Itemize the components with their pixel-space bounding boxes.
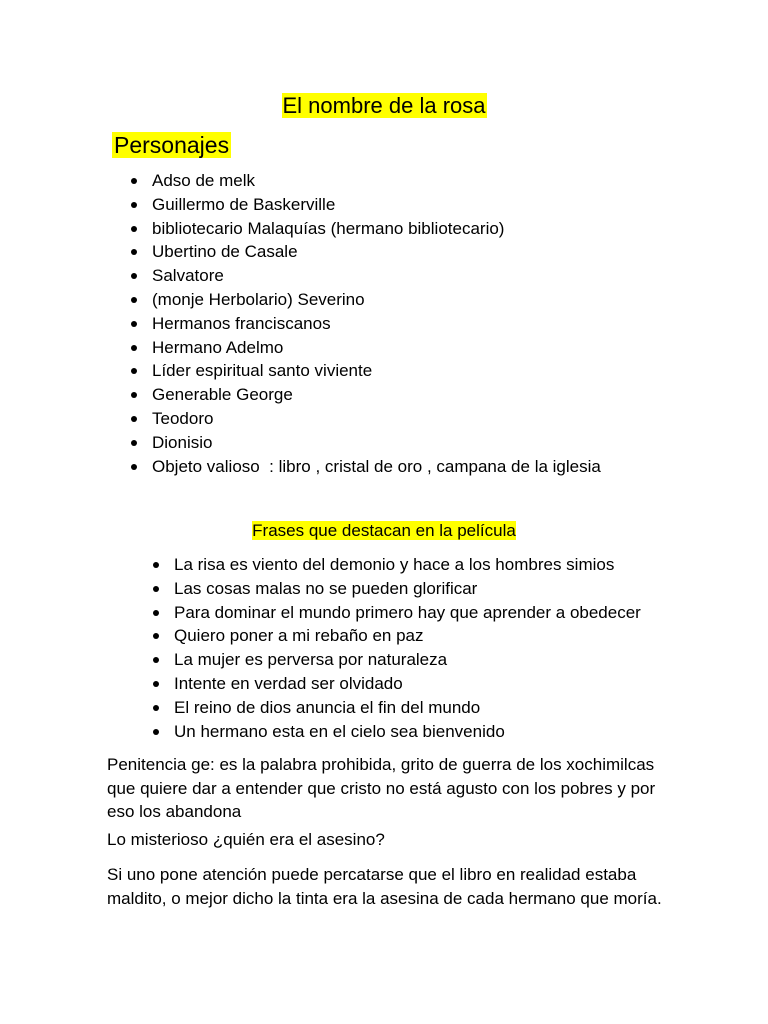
quotes-heading-text: Frases que destacan en la película [252,521,516,540]
list-item [152,240,601,264]
paragraph-misterio: Lo misterioso ¿quién era el asesino? [107,830,385,849]
bullet-icon [131,440,137,446]
list-item [152,455,601,479]
paragraph-libro-maldito: Si uno pone atención puede percatarse que el libro en realidad estaba maldito, o mejor dicho la tinta era la asesina de cada hermano que moría. [107,865,662,908]
list-item [174,577,641,601]
list-item-text: bibliotecario Malaquías (hermano bibliotecario) [152,218,505,238]
list-item [174,601,641,625]
bullet-icon [153,657,159,663]
bullet-icon [131,416,137,422]
list-item-text: Adso de melk [152,171,255,190]
list-item [174,553,641,577]
list-item [174,696,641,720]
bullet-icon [131,273,137,279]
list-item-text: Objeto valioso : libro , cristal de oro , campana de la iglesia [152,456,601,476]
list-item-text: Líder espiritual santo viviente [152,361,373,381]
bullet-icon [131,297,137,303]
list-item-text: Para dominar el mundo primero hay que aprender a obedecer [174,602,641,622]
quotes-heading [0,519,768,543]
list-item-text: Intente en verdad ser olvidado [174,673,403,693]
bullet-icon [131,226,137,232]
list-item-text: Las cosas malas no se pueden glorificar [174,578,478,598]
list-item-text: Quiero poner a mi rebaño en paz [174,626,424,646]
bullet-icon [153,681,159,687]
list-item-text: Guillermo de Baskerville [152,194,336,214]
list-item-text: La risa es viento del demonio y hace a los hombres simios [174,555,615,574]
list-item [174,648,641,672]
list-item [152,359,601,383]
list-item-text: (monje Herbolario) Severino [152,289,365,309]
characters-list [152,169,601,478]
list-item [152,312,601,336]
bullet-icon [131,249,137,255]
list-item-text: Dionisio [152,432,213,452]
list-item [152,193,601,217]
list-item-text: Teodoro [152,408,214,428]
characters-heading [112,130,231,160]
list-item [152,169,601,193]
bullet-icon [153,729,159,735]
bullet-icon [153,562,159,568]
list-item [174,624,641,648]
list-item-text: Un hermano esta en el cielo sea bienvenido [174,721,505,741]
list-item [152,383,601,407]
list-item-text: Hermano Adelmo [152,337,284,357]
list-item-text: Hermanos franciscanos [152,313,331,333]
paragraph-penitencia: Penitencia ge: es la palabra prohibida, grito de guerra de los xochimilcas que quiere dar a entender que cristo no está agusto con los pobres y por eso los abandona [107,755,656,821]
list-item [152,431,601,455]
list-item [152,264,601,288]
bullet-icon [131,178,137,184]
list-item [174,672,641,696]
list-item [152,336,601,360]
list-item-text: Salvatore [152,266,224,286]
bullet-icon [153,705,159,711]
bullet-icon [153,586,159,592]
bullet-icon [131,345,137,351]
bullet-icon [131,368,137,374]
characters-heading-text: Personajes [114,132,230,158]
list-item-text: Generable George [152,385,293,405]
quotes-list [174,553,641,743]
bullet-icon [153,633,159,639]
bullet-icon [153,610,159,616]
list-item [152,217,601,241]
document-title [0,92,768,120]
list-item [174,720,641,744]
bullet-icon [131,321,137,327]
bullet-icon [131,202,137,208]
document-title-text: El nombre de la rosa [282,93,486,118]
list-item [152,288,601,312]
list-item-text: La mujer es perversa por naturaleza [174,650,448,670]
bullet-icon [131,392,137,398]
list-item [152,407,601,431]
list-item-text: Ubertino de Casale [152,242,298,262]
bullet-icon [131,464,137,470]
list-item-text: El reino de dios anuncia el fin del mundo [174,697,481,717]
